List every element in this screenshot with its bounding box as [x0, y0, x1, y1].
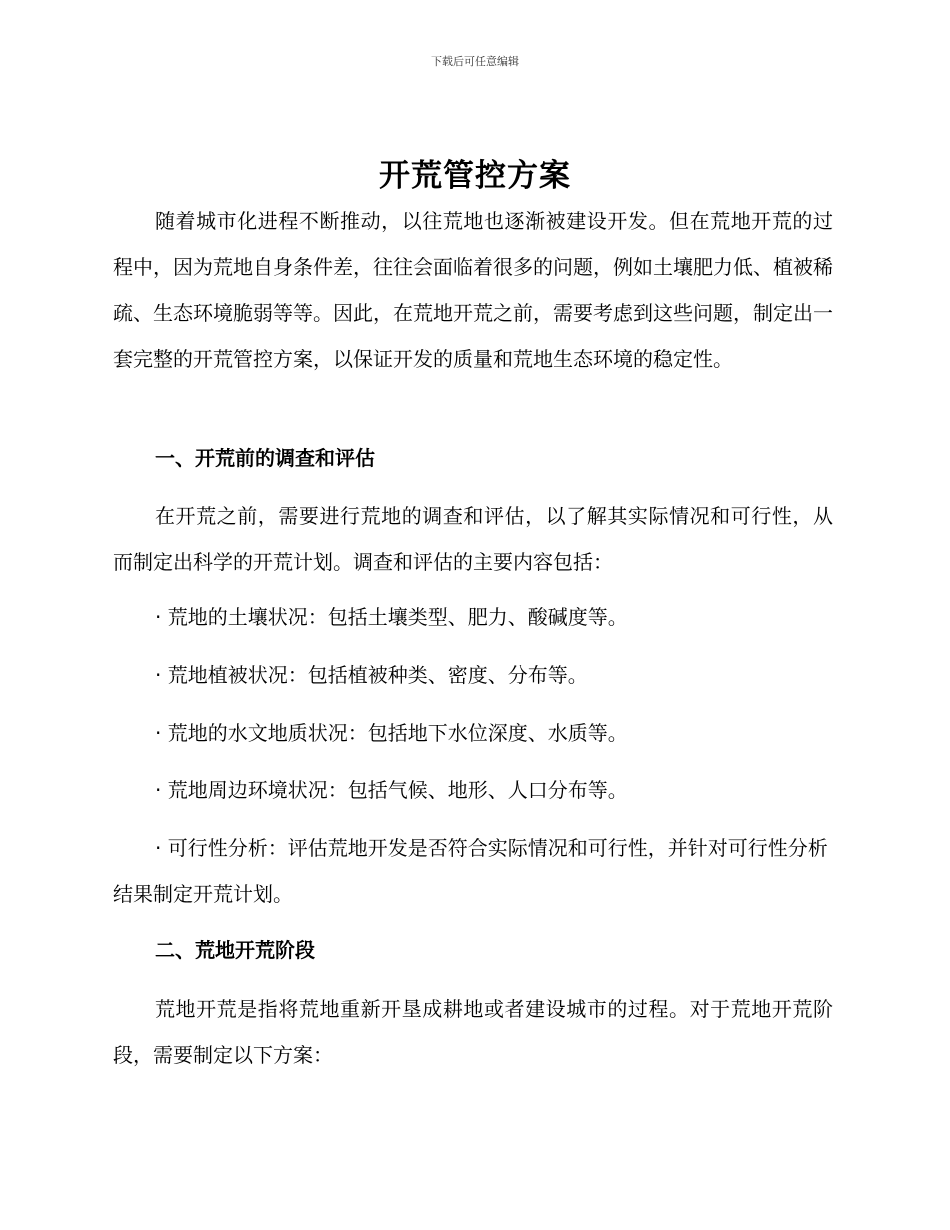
section-1-paragraph: 在开荒之前，需要进行荒地的调查和评估，以了解其实际情况和可行性，从而制定出科学的开荒计划。调查和评估的主要内容包括： — [113, 504, 833, 574]
intro-paragraph: 随着城市化进程不断推动，以往荒地也逐渐被建设开发。但在荒地开荒的过程中，因为荒地自身条件差，往往会面临着很多的问题，例如土壤肥力低、植被稀疏、生态环境脆弱等等。因此，在荒地开荒之前，需要考虑到这些问题，制定出一套完整的开荒管控方案，以保证开发的质量和荒地生态环境的稳定性。 — [113, 209, 833, 371]
bullet-item-feasibility: · 可行性分析：评估荒地开发是否符合实际情况和可行性，并针对可行性分析结果制定开荒计划。 — [113, 836, 828, 906]
bullet-item-vegetation: · 荒地植被状况：包括植被种类、密度、分布等。 — [155, 663, 588, 687]
bullet-item-environment: · 荒地周边环境状况：包括气候、地形、人口分布等。 — [155, 778, 628, 802]
section-2-paragraph: 荒地开荒是指将荒地重新开垦成耕地或者建设城市的过程。对于荒地开荒阶段，需要制定以下方案： — [113, 997, 833, 1067]
document-title: 开荒管控方案 — [379, 158, 571, 194]
section-2-heading: 二、荒地开荒阶段 — [155, 938, 315, 962]
section-1-heading: 一、开荒前的调查和评估 — [155, 446, 375, 470]
header-note: 下载后可任意编辑 — [431, 55, 519, 68]
bullet-item-hydrogeology: · 荒地的水文地质状况：包括地下水位深度、水质等。 — [155, 721, 628, 745]
bullet-item-soil: · 荒地的土壤状况：包括土壤类型、肥力、酸碱度等。 — [155, 605, 628, 629]
